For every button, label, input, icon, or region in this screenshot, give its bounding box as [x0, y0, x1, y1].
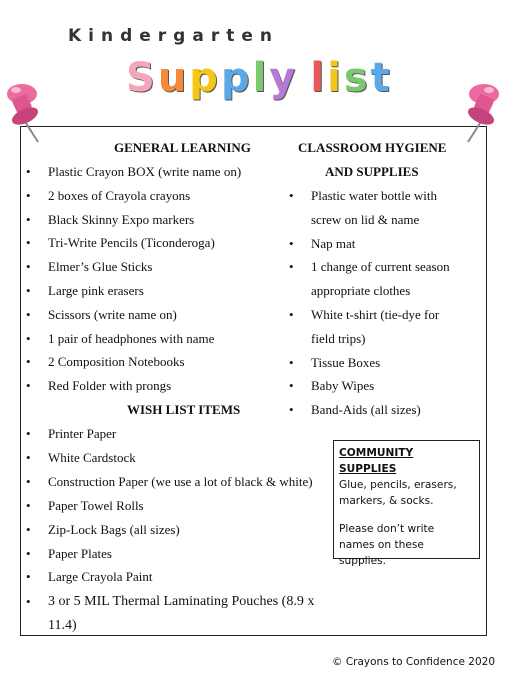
list-item: Paper Plates: [48, 545, 112, 561]
bullet: •: [289, 378, 294, 394]
list-item: White Cardstock: [48, 449, 136, 465]
bullet: •: [26, 354, 31, 370]
hygiene-heading-1: CLASSROOM HYGIENE: [298, 140, 447, 155]
kindergarten-label: Kindergarten: [68, 26, 279, 46]
title-letter: i: [327, 55, 344, 101]
community-line: supplies.: [339, 555, 386, 567]
community-line: names on these: [339, 539, 424, 551]
pushpin-left-icon: [2, 80, 44, 146]
bullet: •: [26, 426, 31, 441]
bullet: •: [289, 188, 294, 203]
title-letter: t: [370, 55, 393, 101]
list-item: Red Folder with prongs: [48, 378, 172, 394]
list-item: Plastic Crayon BOX (write name on): [48, 164, 242, 179]
bullet: •: [26, 330, 31, 346]
list-item: Zip-Lock Bags (all sizes): [48, 521, 180, 537]
bullet: •: [26, 211, 31, 227]
bullet: •: [26, 497, 31, 513]
list-item: 2 boxes of Crayola crayons: [48, 187, 191, 203]
bullet: •: [26, 449, 31, 465]
wish-list-heading: WISH LIST ITEMS: [127, 402, 241, 417]
list-item: Band-Aids (all sizes): [311, 402, 421, 418]
list-item: Large pink erasers: [48, 283, 144, 298]
bullet: •: [26, 545, 31, 561]
bullet: •: [26, 594, 31, 609]
bullet: •: [289, 354, 294, 370]
bullet: •: [26, 521, 31, 537]
community-line: markers, & socks.: [339, 495, 434, 507]
title-letter: p: [189, 55, 221, 101]
list-item-laminating-1: 3 or 5 MIL Thermal Laminating Pouches (8.9 x: [48, 594, 315, 609]
hygiene-heading-2: AND SUPPLIES: [325, 164, 419, 179]
list-item: Scissors (write name on): [48, 306, 177, 322]
bullet: •: [26, 235, 31, 251]
list-item: Nap mat: [311, 235, 356, 251]
bullet: •: [26, 283, 31, 298]
list-item: Plastic water bottle with: [311, 188, 438, 203]
bullet: •: [289, 402, 294, 418]
bullet: •: [289, 259, 294, 275]
list-item: screw on lid & name: [311, 211, 420, 227]
bullet: •: [26, 306, 31, 322]
list-item: Construction Paper (we use a lot of black & white): [48, 473, 313, 489]
title-letter: u: [157, 55, 190, 101]
bullet: •: [26, 473, 31, 489]
list-item: 2 Composition Notebooks: [48, 354, 185, 370]
list-item: Baby Wipes: [311, 378, 375, 394]
list-item: 1 change of current season: [311, 259, 450, 275]
title-letter: p: [220, 55, 253, 101]
community-heading: COMMUNITY SUPPLIES: [339, 447, 414, 475]
community-supplies-box: [333, 440, 480, 567]
list-item: Tri-Write Pencils (Ticonderoga): [48, 235, 215, 251]
bullet: •: [289, 307, 294, 322]
list-item: Paper Towel Rolls: [48, 497, 144, 513]
bullet: •: [289, 235, 294, 251]
list-item: Tissue Boxes: [311, 354, 381, 370]
title-letter: l: [310, 55, 328, 101]
pushpin-right-icon: [462, 80, 504, 146]
bullet: •: [26, 259, 31, 275]
community-line: Glue, pencils, erasers,: [339, 479, 457, 491]
list-item: appropriate clothes: [311, 283, 411, 299]
bullet: •: [26, 569, 31, 585]
list-item: Large Crayola Paint: [48, 569, 153, 585]
list-item: Black Skinny Expo markers: [48, 211, 195, 227]
title-letter: S: [126, 55, 158, 101]
list-item-laminating-2: 11.4): [48, 618, 77, 633]
list-item: Printer Paper: [48, 426, 117, 441]
list-item: White t-shirt (tie-dye for: [311, 307, 440, 322]
bullet: •: [26, 164, 31, 179]
bullet: •: [26, 378, 31, 394]
list-item: Elmer’s Glue Sticks: [48, 259, 153, 275]
community-line: Please don’t write: [339, 523, 435, 535]
list-item: 1 pair of headphones with name: [48, 330, 215, 346]
title-letter: y: [269, 55, 299, 101]
general-learning-heading: GENERAL LEARNING: [114, 140, 251, 155]
bullet: •: [26, 187, 31, 203]
supply-list-title: [126, 55, 393, 101]
list-item: field trips): [311, 330, 366, 346]
copyright-footer: © Crayons to Confidence 2020: [332, 656, 495, 668]
title-letter: l: [252, 55, 270, 101]
title-letter: s: [343, 55, 371, 101]
